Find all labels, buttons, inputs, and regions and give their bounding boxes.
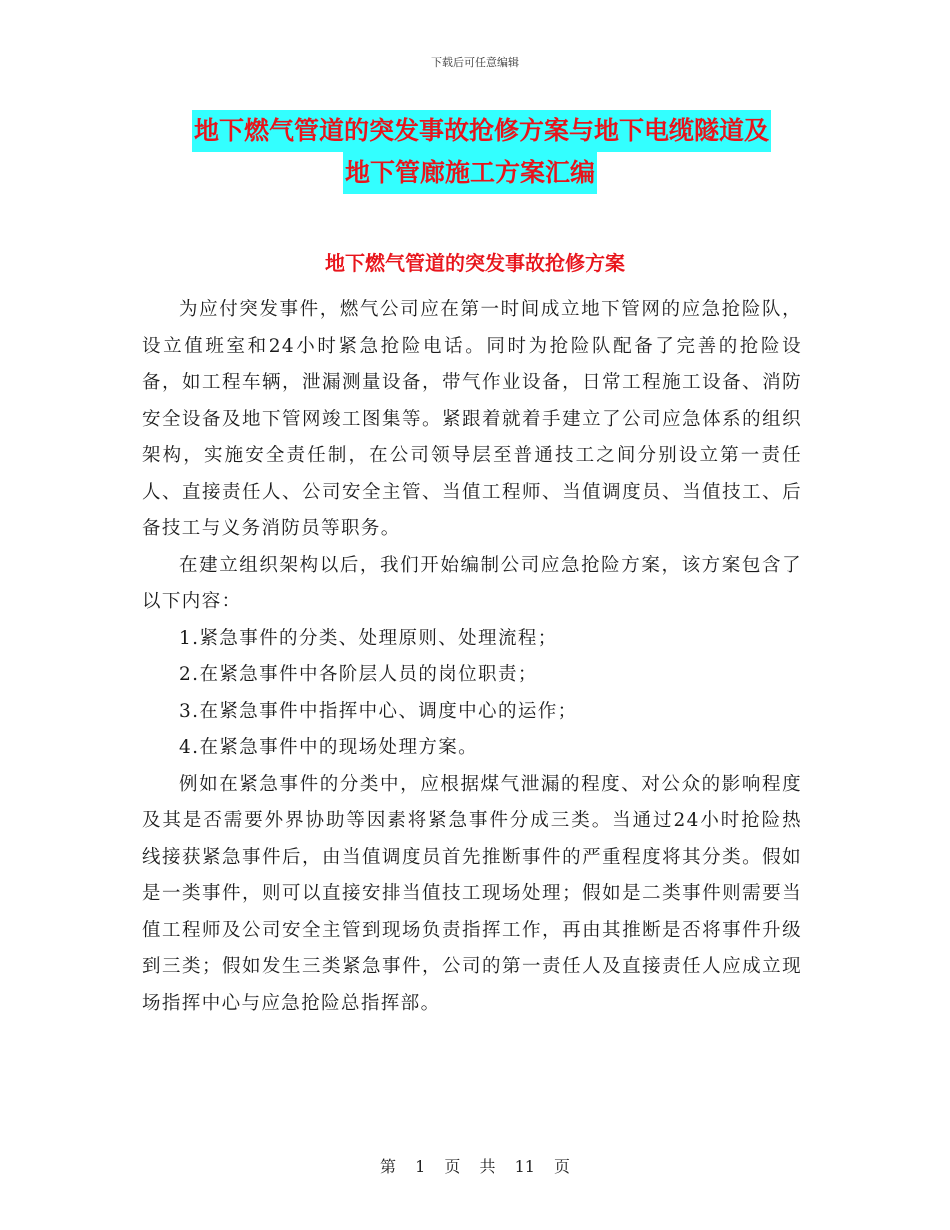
- total-pages: 11: [514, 1157, 535, 1176]
- page-number: 1: [415, 1157, 426, 1176]
- footer-page-label: 页: [444, 1157, 461, 1176]
- list-item: 4.在紧急事件中的现场处理方案。: [179, 737, 479, 758]
- list-item: 1.紧急事件的分类、处理原则、处理流程；: [179, 627, 558, 649]
- document-title-line-1: 地下燃气管道的突发事故抢修方案与地下电缆隧道及: [192, 110, 771, 152]
- paragraph-plan: 在建立组织架构以后，我们开始编制公司应急抢险方案，该方案包含了以下内容：: [142, 554, 802, 612]
- paragraph-example: 例如在紧急事件的分类中，应根据煤气泄漏的程度、对公众的影响程度及其是否需要外界协助等因素将紧急事件分成三类。当通过24小时抢险热线接获紧急事件后，由当值调度员首先推断事件的严重程度将其分类。假如是一类事件，则可以直接安排当值技工现场处理；假如是二类事件则需要当值工程师及公司安全主管到现场负责指挥工作，再由其推断是否将事件升级到三类；假如发生三类紧急事件，公司的第一责任人及直接责任人应成立现场指挥中心与应急抢险总指挥部。: [142, 773, 802, 1014]
- header-note: 下载后可任意编辑: [431, 56, 519, 69]
- paragraph-intro: 为应付突发事件，燃气公司应在第一时间成立地下管网的应急抢险队，设立值班室和24小时紧急抢险电话。同时为抢险队配备了完善的抢险设备，如工程车辆，泄漏测量设备，带气作业设备，日常工程施工设备、消防安全设备及地下管网竣工图集等。紧跟着就着手建立了公司应急体系的组织架构，实施安全责任制，在公司领导层至普通技工之间分别设立第一责任人、直接责任人、公司安全主管、当值工程师、当值调度员、当值技工、后备技工与义务消防员等职务。: [142, 299, 802, 539]
- list-item: 2.在紧急事件中各阶层人员的岗位职责；: [179, 664, 538, 685]
- footer-prefix: 第: [379, 1157, 396, 1176]
- page-footer: [0, 1154, 950, 1177]
- footer-suffix: 页: [554, 1157, 571, 1176]
- section-title: 地下燃气管道的突发事故抢修方案: [325, 251, 625, 275]
- list-item: 3.在紧急事件中指挥中心、调度中心的运作；: [179, 700, 578, 722]
- document-title-line-2: 地下管廊施工方案汇编: [343, 152, 597, 194]
- body-text: [142, 292, 802, 1022]
- footer-total-label: 共: [479, 1157, 496, 1176]
